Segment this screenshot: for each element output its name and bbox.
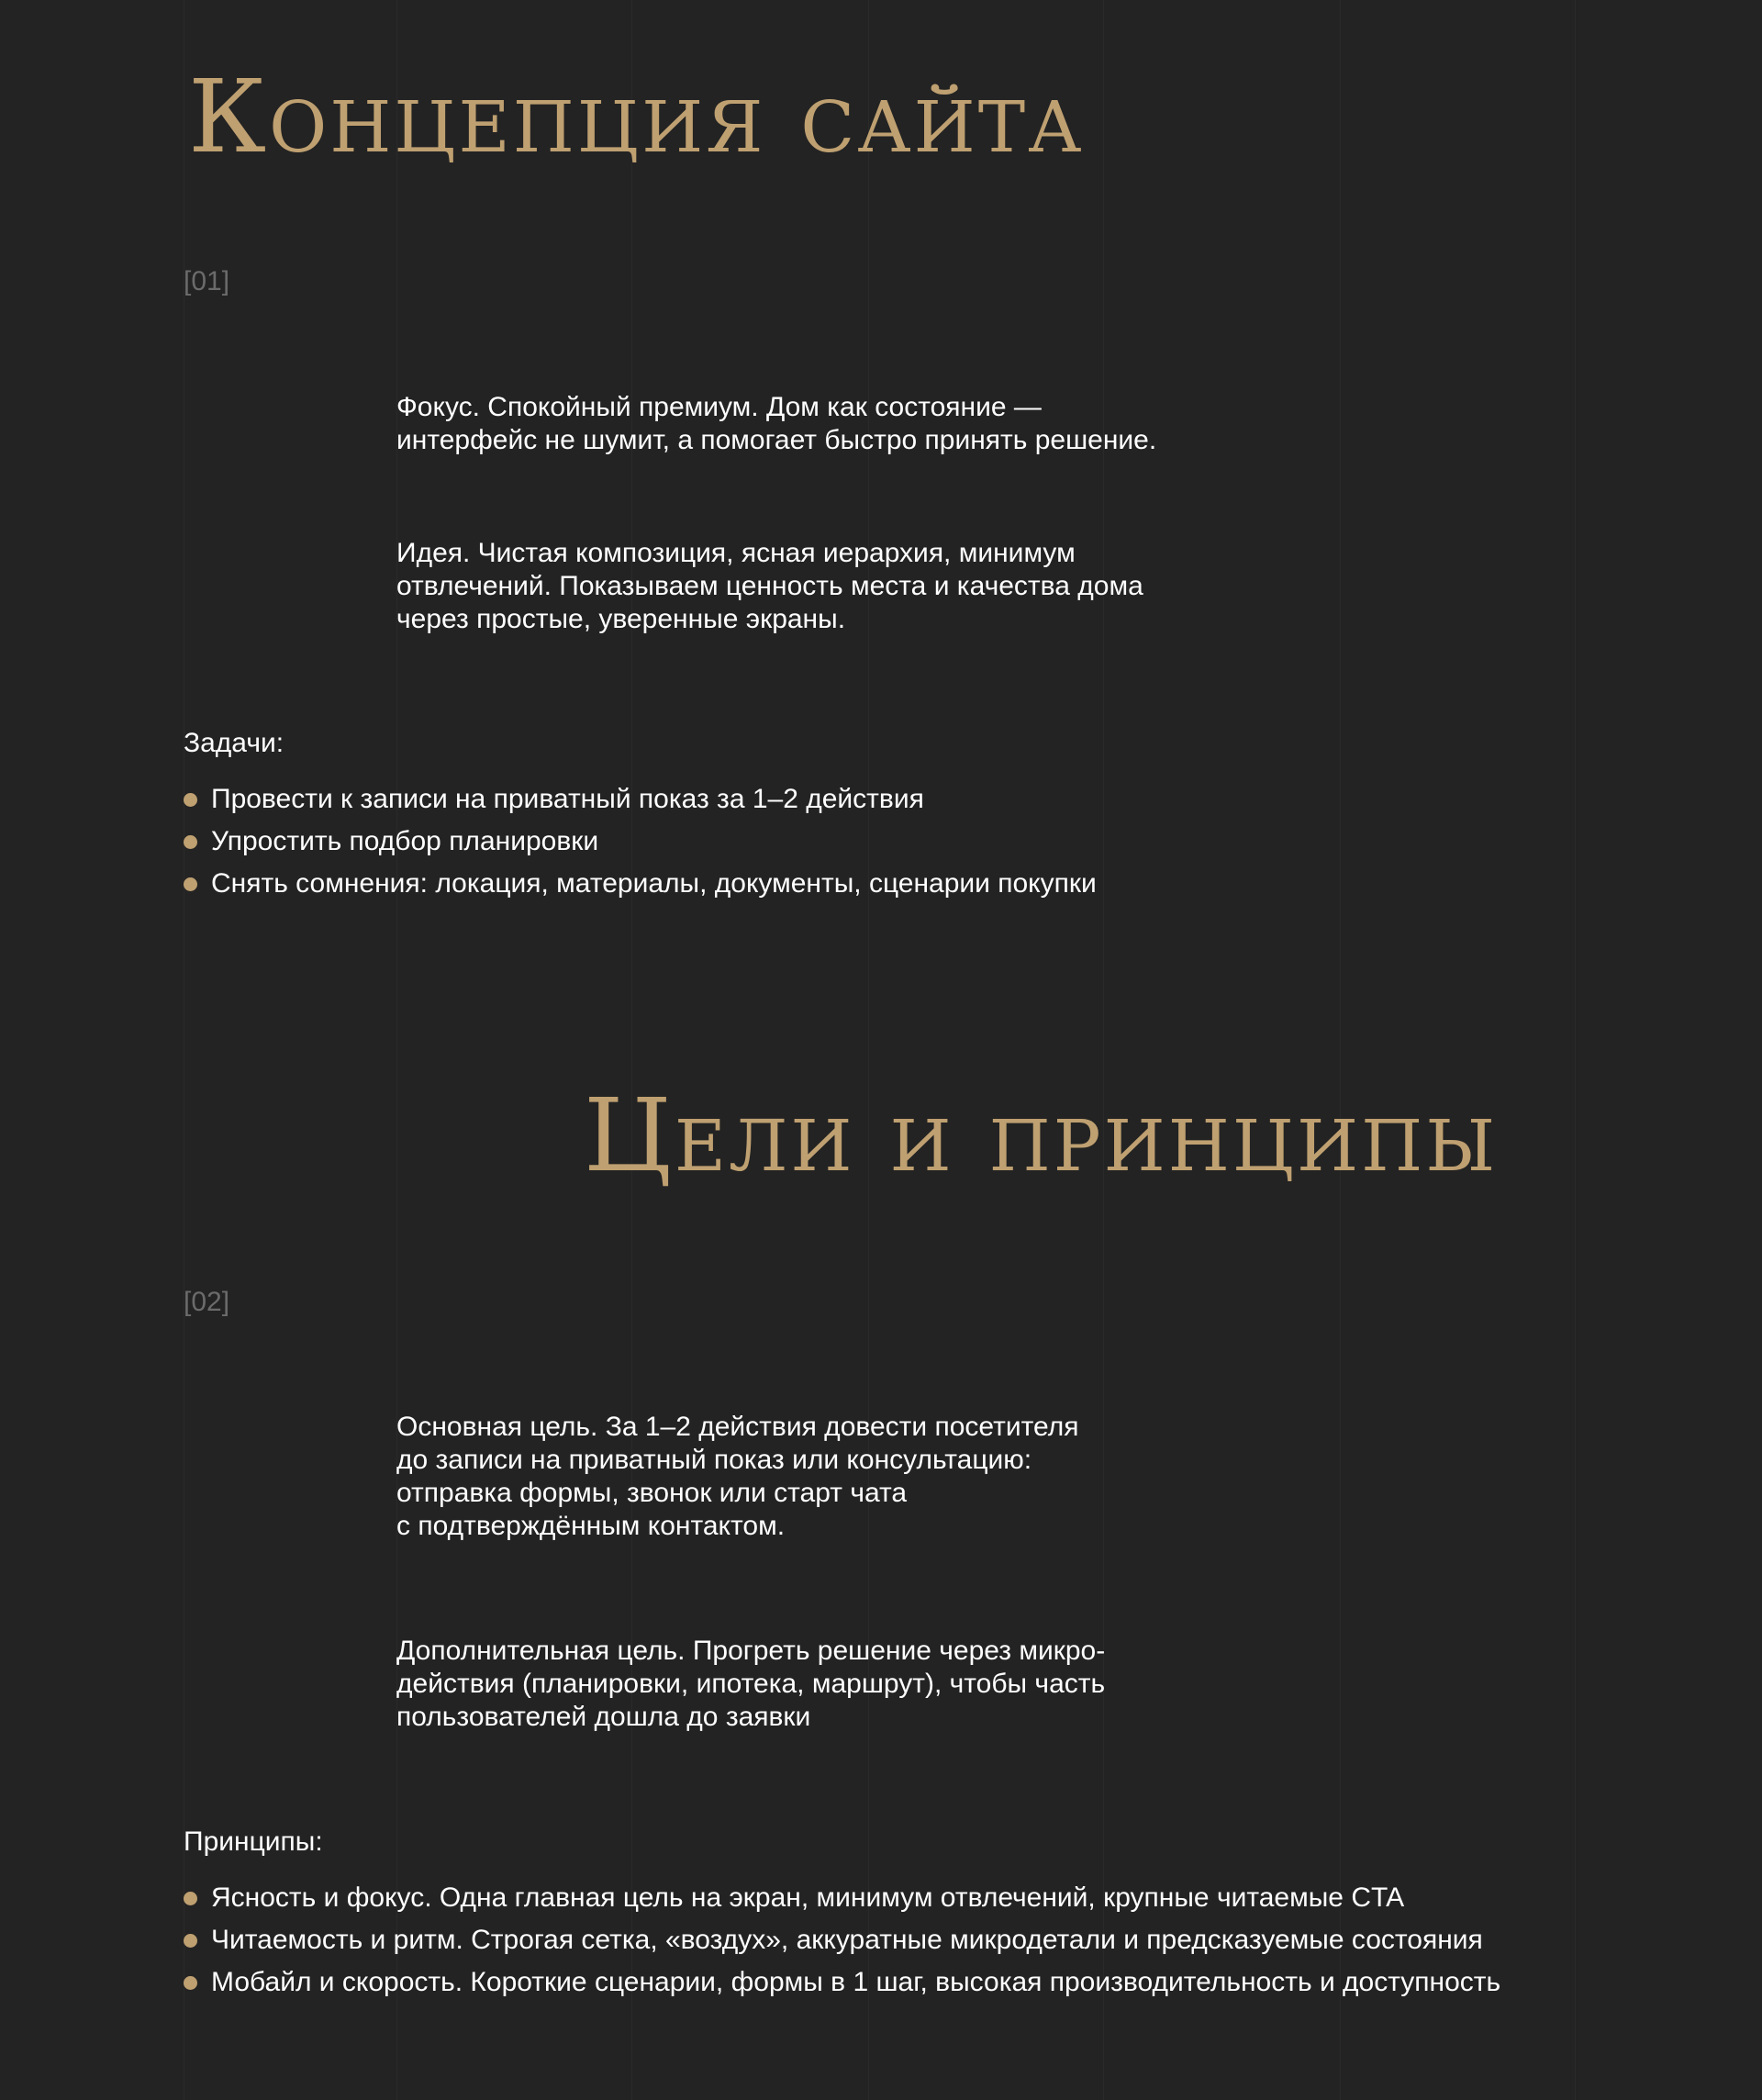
- section-number-01: [01]: [184, 266, 230, 296]
- task-text: Снять сомнения: локация, материалы, документы, сценарии покупки: [211, 868, 1097, 899]
- task-text: Провести к записи на приватный показ за 1–2 действия: [211, 784, 924, 814]
- bullet-icon: [184, 877, 197, 891]
- main-goal-line: отправка формы, звонок или старт чата: [396, 1478, 908, 1508]
- focus-paragraph: Фокус. Спокойный премиум. Дом как состояние — интерфейс не шумит, а помогает быстро принять решение.: [396, 392, 1157, 455]
- principles-list: [184, 1882, 1500, 2008]
- section-number-02: [02]: [184, 1287, 230, 1317]
- principle-text: Ясность и фокус. Одна главная цель на экран, минимум отвлечений, крупные читаемые CTA: [211, 1882, 1405, 1913]
- list-item: [184, 1882, 1500, 1924]
- bullet-icon: [184, 793, 197, 807]
- main-goal-line: Основная цель. За 1–2 действия довести посетителя: [396, 1412, 1079, 1442]
- bullet-icon: [184, 1892, 197, 1905]
- list-item: [184, 1924, 1500, 1966]
- tasks-title: Задачи:: [184, 728, 284, 758]
- bullet-icon: [184, 1976, 197, 1990]
- list-item: [184, 867, 1097, 910]
- task-text: Упростить подбор планировки: [211, 826, 599, 856]
- concept-title: Концепция сайта: [188, 58, 1085, 175]
- bullet-icon: [184, 835, 197, 849]
- bullet-icon: [184, 1934, 197, 1948]
- principle-text: Читаемость и ритм. Строгая сетка, «воздух», аккуратные микродетали и предсказуемые состояния: [211, 1925, 1483, 1955]
- list-item: [184, 1966, 1500, 2008]
- principle-text: Мобайл и скорость. Короткие сценарии, формы в 1 шаг, высокая производительность и доступность: [211, 1967, 1501, 1997]
- main-goal-line: до записи на приватный показ или консультацию:: [396, 1445, 1032, 1475]
- main-goal-paragraph: [396, 1411, 1167, 1543]
- list-item: [184, 783, 1097, 825]
- goals-title: Цели и принципы: [584, 1077, 1499, 1194]
- idea-paragraph: Идея. Чистая композиция, ясная иерархия, минимум отвлечений. Показываем ценность места и качества дома через простые, уверенные экраны.: [396, 538, 1143, 634]
- main-goal-line: с подтверждённым контактом.: [396, 1511, 786, 1541]
- extra-goal-paragraph: Дополнительная цель. Прогреть решение через микро-действия (планировки, ипотека, маршрут), чтобы часть пользователей дошла до заявки: [396, 1636, 1106, 1732]
- list-item: [184, 825, 1097, 867]
- principles-title: Принципы:: [184, 1826, 323, 1857]
- tasks-list: [184, 783, 1097, 910]
